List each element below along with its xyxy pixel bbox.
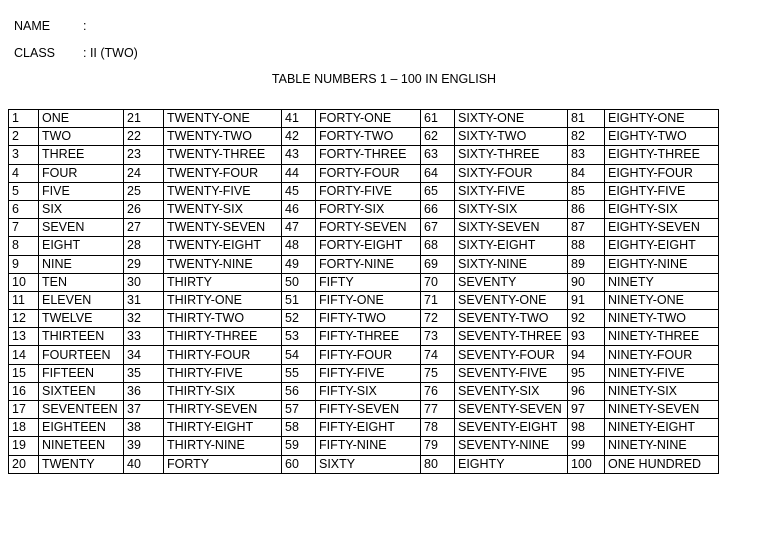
number-cell: 65 bbox=[421, 182, 455, 200]
table-row bbox=[9, 455, 719, 473]
word-cell: FORTY-THREE bbox=[316, 146, 421, 164]
number-cell: 56 bbox=[282, 382, 316, 400]
word-cell: SIXTEEN bbox=[39, 382, 124, 400]
word-cell: FORTY-TWO bbox=[316, 128, 421, 146]
word-cell: TWENTY bbox=[39, 455, 124, 473]
number-cell: 23 bbox=[124, 146, 164, 164]
name-separator: : bbox=[83, 19, 87, 33]
word-cell: THIRTEEN bbox=[39, 328, 124, 346]
number-cell: 54 bbox=[282, 346, 316, 364]
word-cell: EIGHTY-NINE bbox=[605, 255, 719, 273]
number-cell: 25 bbox=[124, 182, 164, 200]
word-cell: THIRTY bbox=[164, 273, 282, 291]
word-cell: FOURTEEN bbox=[39, 346, 124, 364]
number-cell: 17 bbox=[9, 401, 39, 419]
number-cell: 15 bbox=[9, 364, 39, 382]
number-cell: 22 bbox=[124, 128, 164, 146]
numbers-table-body bbox=[9, 110, 719, 474]
number-cell: 13 bbox=[9, 328, 39, 346]
table-row bbox=[9, 237, 719, 255]
word-cell: NINETY bbox=[605, 273, 719, 291]
word-cell: ONE bbox=[39, 110, 124, 128]
number-cell: 35 bbox=[124, 364, 164, 382]
number-cell: 99 bbox=[568, 437, 605, 455]
word-cell: FORTY-SIX bbox=[316, 200, 421, 218]
number-cell: 45 bbox=[282, 182, 316, 200]
word-cell: EIGHTY-TWO bbox=[605, 128, 719, 146]
class-value: : II (TWO) bbox=[83, 46, 138, 60]
number-cell: 62 bbox=[421, 128, 455, 146]
number-cell: 34 bbox=[124, 346, 164, 364]
word-cell: EIGHTY-ONE bbox=[605, 110, 719, 128]
word-cell: EIGHTY-SEVEN bbox=[605, 219, 719, 237]
word-cell: FIFTY-ONE bbox=[316, 291, 421, 309]
number-cell: 32 bbox=[124, 310, 164, 328]
number-cell: 55 bbox=[282, 364, 316, 382]
number-cell: 19 bbox=[9, 437, 39, 455]
word-cell: SIXTY-TWO bbox=[455, 128, 568, 146]
number-cell: 87 bbox=[568, 219, 605, 237]
number-cell: 96 bbox=[568, 382, 605, 400]
table-row bbox=[9, 291, 719, 309]
number-cell: 28 bbox=[124, 237, 164, 255]
word-cell: SIXTY-FIVE bbox=[455, 182, 568, 200]
word-cell: ONE HUNDRED bbox=[605, 455, 719, 473]
number-cell: 88 bbox=[568, 237, 605, 255]
number-cell: 59 bbox=[282, 437, 316, 455]
word-cell: SIXTY-SEVEN bbox=[455, 219, 568, 237]
word-cell: FIFTY-THREE bbox=[316, 328, 421, 346]
word-cell: THIRTY-THREE bbox=[164, 328, 282, 346]
number-cell: 72 bbox=[421, 310, 455, 328]
number-cell: 36 bbox=[124, 382, 164, 400]
word-cell: THIRTY-SIX bbox=[164, 382, 282, 400]
table-row bbox=[9, 328, 719, 346]
word-cell: FORTY-FIVE bbox=[316, 182, 421, 200]
word-cell: SEVENTEEN bbox=[39, 401, 124, 419]
number-cell: 68 bbox=[421, 237, 455, 255]
number-cell: 38 bbox=[124, 419, 164, 437]
word-cell: NINETY-SIX bbox=[605, 382, 719, 400]
number-cell: 29 bbox=[124, 255, 164, 273]
word-cell: SEVEN bbox=[39, 219, 124, 237]
word-cell: THIRTY-SEVEN bbox=[164, 401, 282, 419]
table-row bbox=[9, 364, 719, 382]
number-cell: 46 bbox=[282, 200, 316, 218]
number-cell: 1 bbox=[9, 110, 39, 128]
number-cell: 11 bbox=[9, 291, 39, 309]
word-cell: EIGHTY bbox=[455, 455, 568, 473]
word-cell: THIRTY-NINE bbox=[164, 437, 282, 455]
word-cell: SEVENTY-FIVE bbox=[455, 364, 568, 382]
table-row bbox=[9, 419, 719, 437]
number-cell: 100 bbox=[568, 455, 605, 473]
number-cell: 78 bbox=[421, 419, 455, 437]
number-cell: 98 bbox=[568, 419, 605, 437]
page-title: TABLE NUMBERS 1 – 100 IN ENGLISH bbox=[271, 72, 497, 86]
word-cell: FORTY-ONE bbox=[316, 110, 421, 128]
word-cell: FIFTY-FIVE bbox=[316, 364, 421, 382]
number-cell: 33 bbox=[124, 328, 164, 346]
number-cell: 92 bbox=[568, 310, 605, 328]
word-cell: THIRTY-FOUR bbox=[164, 346, 282, 364]
word-cell: TWENTY-ONE bbox=[164, 110, 282, 128]
number-cell: 95 bbox=[568, 364, 605, 382]
number-cell: 12 bbox=[9, 310, 39, 328]
word-cell: SIXTY-THREE bbox=[455, 146, 568, 164]
word-cell: THIRTY-EIGHT bbox=[164, 419, 282, 437]
word-cell: TWO bbox=[39, 128, 124, 146]
table-row bbox=[9, 128, 719, 146]
number-cell: 76 bbox=[421, 382, 455, 400]
word-cell: FORTY-EIGHT bbox=[316, 237, 421, 255]
number-cell: 75 bbox=[421, 364, 455, 382]
number-cell: 52 bbox=[282, 310, 316, 328]
word-cell: SEVENTY bbox=[455, 273, 568, 291]
word-cell: TWENTY-THREE bbox=[164, 146, 282, 164]
number-cell: 18 bbox=[9, 419, 39, 437]
word-cell: SEVENTY-ONE bbox=[455, 291, 568, 309]
word-cell: FORTY-FOUR bbox=[316, 164, 421, 182]
number-cell: 6 bbox=[9, 200, 39, 218]
number-cell: 8 bbox=[9, 237, 39, 255]
table-row bbox=[9, 255, 719, 273]
word-cell: EIGHTY-SIX bbox=[605, 200, 719, 218]
number-cell: 3 bbox=[9, 146, 39, 164]
number-cell: 21 bbox=[124, 110, 164, 128]
word-cell: SEVENTY-SIX bbox=[455, 382, 568, 400]
class-label: CLASS bbox=[14, 46, 55, 60]
number-cell: 93 bbox=[568, 328, 605, 346]
number-cell: 7 bbox=[9, 219, 39, 237]
number-cell: 79 bbox=[421, 437, 455, 455]
number-cell: 84 bbox=[568, 164, 605, 182]
number-cell: 69 bbox=[421, 255, 455, 273]
word-cell: EIGHTY-FIVE bbox=[605, 182, 719, 200]
word-cell: TWENTY-SEVEN bbox=[164, 219, 282, 237]
number-cell: 44 bbox=[282, 164, 316, 182]
word-cell: FIFTY-SEVEN bbox=[316, 401, 421, 419]
word-cell: SIX bbox=[39, 200, 124, 218]
word-cell: TWENTY-SIX bbox=[164, 200, 282, 218]
word-cell: NINETY-FOUR bbox=[605, 346, 719, 364]
word-cell: FIFTY-SIX bbox=[316, 382, 421, 400]
word-cell: FIVE bbox=[39, 182, 124, 200]
number-cell: 14 bbox=[9, 346, 39, 364]
number-cell: 60 bbox=[282, 455, 316, 473]
word-cell: TWENTY-FOUR bbox=[164, 164, 282, 182]
number-cell: 97 bbox=[568, 401, 605, 419]
number-cell: 27 bbox=[124, 219, 164, 237]
word-cell: NINETY-ONE bbox=[605, 291, 719, 309]
number-cell: 89 bbox=[568, 255, 605, 273]
number-cell: 82 bbox=[568, 128, 605, 146]
word-cell: TEN bbox=[39, 273, 124, 291]
number-cell: 4 bbox=[9, 164, 39, 182]
number-cell: 61 bbox=[421, 110, 455, 128]
word-cell: FIFTY-EIGHT bbox=[316, 419, 421, 437]
number-cell: 77 bbox=[421, 401, 455, 419]
word-cell: EIGHTEEN bbox=[39, 419, 124, 437]
word-cell: NINETY-SEVEN bbox=[605, 401, 719, 419]
word-cell: EIGHT bbox=[39, 237, 124, 255]
word-cell: EIGHTY-THREE bbox=[605, 146, 719, 164]
word-cell: TWENTY-EIGHT bbox=[164, 237, 282, 255]
word-cell: THIRTY-FIVE bbox=[164, 364, 282, 382]
table-row bbox=[9, 219, 719, 237]
number-cell: 16 bbox=[9, 382, 39, 400]
word-cell: TWENTY-FIVE bbox=[164, 182, 282, 200]
word-cell: SEVENTY-THREE bbox=[455, 328, 568, 346]
number-cell: 58 bbox=[282, 419, 316, 437]
word-cell: NINE bbox=[39, 255, 124, 273]
word-cell: FORTY-SEVEN bbox=[316, 219, 421, 237]
word-cell: NINETEEN bbox=[39, 437, 124, 455]
number-cell: 40 bbox=[124, 455, 164, 473]
word-cell: NINETY-NINE bbox=[605, 437, 719, 455]
word-cell: TWELVE bbox=[39, 310, 124, 328]
word-cell: FOUR bbox=[39, 164, 124, 182]
table-row bbox=[9, 146, 719, 164]
number-cell: 90 bbox=[568, 273, 605, 291]
number-cell: 2 bbox=[9, 128, 39, 146]
word-cell: FIFTY-NINE bbox=[316, 437, 421, 455]
word-cell: NINETY-TWO bbox=[605, 310, 719, 328]
number-cell: 31 bbox=[124, 291, 164, 309]
number-cell: 73 bbox=[421, 328, 455, 346]
number-cell: 30 bbox=[124, 273, 164, 291]
number-cell: 63 bbox=[421, 146, 455, 164]
number-cell: 86 bbox=[568, 200, 605, 218]
number-cell: 5 bbox=[9, 182, 39, 200]
name-label: NAME bbox=[14, 19, 51, 33]
number-cell: 39 bbox=[124, 437, 164, 455]
word-cell: THIRTY-ONE bbox=[164, 291, 282, 309]
number-cell: 64 bbox=[421, 164, 455, 182]
number-cell: 47 bbox=[282, 219, 316, 237]
word-cell: EIGHTY-FOUR bbox=[605, 164, 719, 182]
word-cell: SIXTY-SIX bbox=[455, 200, 568, 218]
table-row bbox=[9, 164, 719, 182]
word-cell: SIXTY-EIGHT bbox=[455, 237, 568, 255]
number-cell: 24 bbox=[124, 164, 164, 182]
table-row bbox=[9, 182, 719, 200]
number-cell: 42 bbox=[282, 128, 316, 146]
number-cell: 66 bbox=[421, 200, 455, 218]
number-cell: 57 bbox=[282, 401, 316, 419]
word-cell: TWENTY-NINE bbox=[164, 255, 282, 273]
number-cell: 85 bbox=[568, 182, 605, 200]
table-row bbox=[9, 346, 719, 364]
word-cell: SIXTY-NINE bbox=[455, 255, 568, 273]
word-cell: SIXTY bbox=[316, 455, 421, 473]
number-cell: 49 bbox=[282, 255, 316, 273]
table-row bbox=[9, 273, 719, 291]
word-cell: FIFTY-FOUR bbox=[316, 346, 421, 364]
word-cell: NINETY-THREE bbox=[605, 328, 719, 346]
number-cell: 20 bbox=[9, 455, 39, 473]
number-cell: 74 bbox=[421, 346, 455, 364]
number-cell: 81 bbox=[568, 110, 605, 128]
numbers-table bbox=[8, 109, 719, 474]
number-cell: 70 bbox=[421, 273, 455, 291]
number-cell: 26 bbox=[124, 200, 164, 218]
number-cell: 71 bbox=[421, 291, 455, 309]
number-cell: 67 bbox=[421, 219, 455, 237]
number-cell: 53 bbox=[282, 328, 316, 346]
word-cell: FORTY bbox=[164, 455, 282, 473]
word-cell: NINETY-FIVE bbox=[605, 364, 719, 382]
number-cell: 50 bbox=[282, 273, 316, 291]
word-cell: SIXTY-FOUR bbox=[455, 164, 568, 182]
word-cell: THREE bbox=[39, 146, 124, 164]
word-cell: SIXTY-ONE bbox=[455, 110, 568, 128]
word-cell: SEVENTY-EIGHT bbox=[455, 419, 568, 437]
number-cell: 37 bbox=[124, 401, 164, 419]
table-row bbox=[9, 110, 719, 128]
table-row bbox=[9, 401, 719, 419]
word-cell: SEVENTY-FOUR bbox=[455, 346, 568, 364]
number-cell: 83 bbox=[568, 146, 605, 164]
number-cell: 51 bbox=[282, 291, 316, 309]
number-cell: 94 bbox=[568, 346, 605, 364]
number-cell: 41 bbox=[282, 110, 316, 128]
table-row bbox=[9, 200, 719, 218]
word-cell: FIFTY-TWO bbox=[316, 310, 421, 328]
word-cell: SEVENTY-TWO bbox=[455, 310, 568, 328]
number-cell: 80 bbox=[421, 455, 455, 473]
word-cell: FIFTEEN bbox=[39, 364, 124, 382]
table-row bbox=[9, 310, 719, 328]
word-cell: ELEVEN bbox=[39, 291, 124, 309]
word-cell: TWENTY-TWO bbox=[164, 128, 282, 146]
number-cell: 43 bbox=[282, 146, 316, 164]
table-row bbox=[9, 437, 719, 455]
number-cell: 48 bbox=[282, 237, 316, 255]
number-cell: 9 bbox=[9, 255, 39, 273]
word-cell: NINETY-EIGHT bbox=[605, 419, 719, 437]
table-row bbox=[9, 382, 719, 400]
number-cell: 91 bbox=[568, 291, 605, 309]
word-cell: SEVENTY-SEVEN bbox=[455, 401, 568, 419]
word-cell: EIGHTY-EIGHT bbox=[605, 237, 719, 255]
word-cell: FORTY-NINE bbox=[316, 255, 421, 273]
number-cell: 10 bbox=[9, 273, 39, 291]
word-cell: FIFTY bbox=[316, 273, 421, 291]
word-cell: THIRTY-TWO bbox=[164, 310, 282, 328]
word-cell: SEVENTY-NINE bbox=[455, 437, 568, 455]
